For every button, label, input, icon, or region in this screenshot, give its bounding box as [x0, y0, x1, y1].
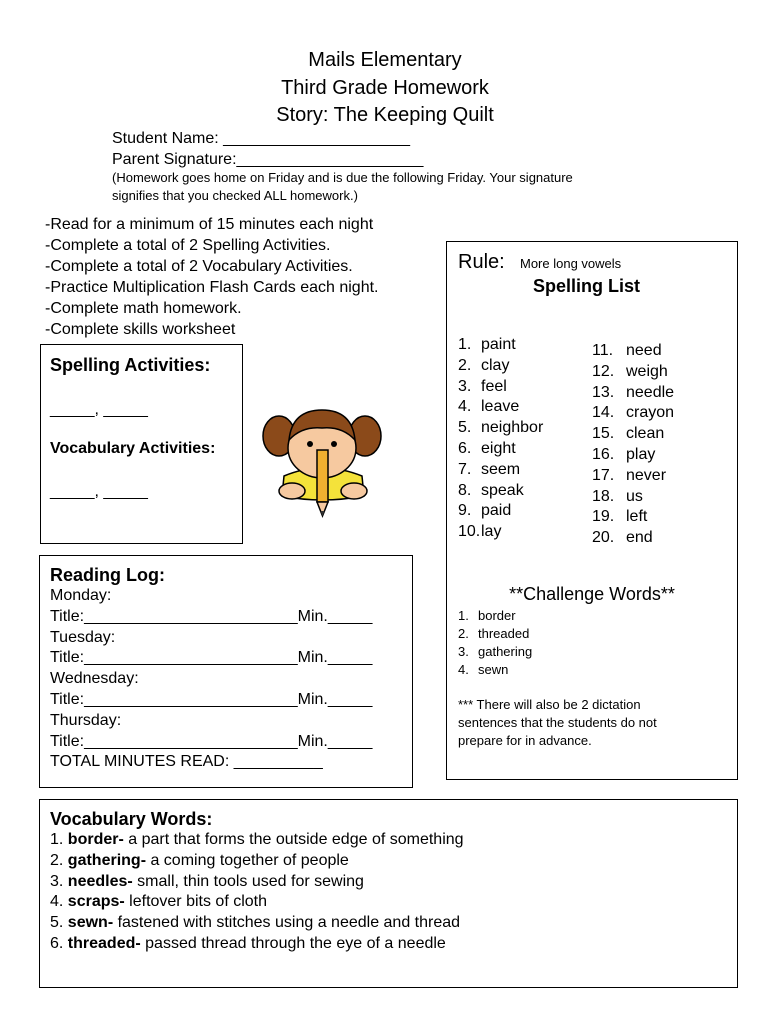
vocabulary-activities-heading: Vocabulary Activities:: [50, 440, 216, 457]
log-title-field[interactable]: Title:________________________Min._____: [50, 649, 373, 667]
log-title-field[interactable]: Title:________________________Min._____: [50, 732, 373, 750]
spelling-word: 5. neighbor: [458, 419, 544, 437]
vocabulary-list: [50, 830, 464, 955]
spelling-word: 2. clay: [458, 356, 510, 374]
log-title-field[interactable]: Title:________________________Min._____: [50, 690, 373, 708]
activities-box: [40, 344, 243, 544]
dictation-note-line2: sentences that the students do not: [458, 715, 657, 730]
spelling-word: 14. crayon: [592, 404, 675, 422]
task-item: -Complete a total of 2 Spelling Activities.: [45, 237, 331, 254]
vocabulary-item: 4. scraps- leftover bits of cloth: [50, 893, 268, 911]
task-item: -Complete math homework.: [45, 300, 242, 317]
spelling-word: 16. play: [592, 445, 656, 463]
challenge-word: 3. gathering: [458, 644, 533, 659]
vocabulary-words-box: [39, 799, 738, 988]
spelling-word: 7. seem: [458, 460, 521, 478]
challenge-words-title: **Challenge Words**: [509, 584, 675, 604]
spelling-activities-blank[interactable]: _____, _____: [50, 401, 148, 418]
vocabulary-item: 6. threaded- passed thread through the eye of a needle: [50, 934, 446, 952]
vocabulary-item: 1. border- a part that forms the outside edge of something: [50, 831, 464, 848]
vocabulary-item: 5. sewn- fastened with stitches using a needle and thread: [50, 914, 461, 932]
spelling-word: 12. weigh: [592, 362, 668, 380]
challenge-word: 1. border: [458, 608, 516, 623]
reading-log-lines: [50, 586, 372, 773]
task-item: -Complete skills worksheet: [45, 321, 236, 338]
spelling-list-box: [446, 241, 738, 780]
dictation-note-line1: *** There will also be 2 dictation: [458, 697, 641, 712]
spelling-word: 1. paint: [458, 336, 516, 353]
homework-note-line2: signifies that you checked ALL homework.): [112, 188, 358, 203]
log-day-label: Wednesday:: [50, 670, 139, 688]
spelling-word: 20. end: [592, 529, 653, 547]
log-day-label: Monday:: [50, 587, 112, 604]
vocabulary-item: 3. needles- small, thin tools used for sewing: [50, 872, 364, 890]
challenge-word: 4. sewn: [458, 662, 509, 677]
rule-label: Rule:: [458, 251, 505, 273]
spelling-column-2: [592, 341, 674, 549]
log-title-field[interactable]: Title:________________________Min._____: [50, 607, 373, 625]
spelling-word: 6. eight: [458, 439, 516, 457]
spelling-word: 17. never: [592, 466, 667, 484]
spelling-word: 4. leave: [458, 398, 520, 416]
spelling-word: 10.lay: [458, 523, 502, 541]
vocabulary-activities-blank[interactable]: _____, _____: [50, 483, 148, 500]
homework-note-line1: (Homework goes home on Friday and is due the following Friday. Your signature: [112, 170, 573, 185]
vocabulary-words-heading: Vocabulary Words:: [50, 809, 213, 829]
spelling-word: 11. need: [592, 342, 662, 359]
task-item: -Read for a minimum of 15 minutes each night: [45, 216, 374, 233]
spelling-column-1: [458, 335, 543, 543]
spelling-activities-heading: Spelling Activities:: [50, 355, 211, 375]
parent-signature-field[interactable]: Parent Signature:_____________________: [112, 151, 424, 168]
spelling-word: 9. paid: [458, 502, 512, 520]
vocabulary-item: 2. gathering- a coming together of people: [50, 851, 349, 869]
student-name-field[interactable]: Student Name: _____________________: [112, 130, 411, 147]
spelling-word: 19. left: [592, 508, 648, 526]
spelling-word: 13. needle: [592, 383, 675, 401]
story-title: Story: The Keeping Quilt: [276, 104, 494, 126]
total-minutes-field[interactable]: TOTAL MINUTES READ: __________: [50, 753, 323, 771]
log-day-label: Thursday:: [50, 711, 122, 729]
spelling-list-title: Spelling List: [533, 276, 641, 296]
spelling-word: 3. feel: [458, 377, 507, 395]
reading-log-heading: Reading Log:: [50, 565, 165, 585]
spelling-word: 8. speak: [458, 481, 524, 499]
task-item: -Complete a total of 2 Vocabulary Activities.: [45, 258, 353, 275]
girl-with-pencil-illustration: [262, 398, 382, 523]
task-item: -Practice Multiplication Flash Cards each night.: [45, 279, 379, 296]
spelling-word: 18. us: [592, 487, 643, 505]
challenge-word: 2. threaded: [458, 626, 530, 641]
reading-log-box: [39, 555, 413, 788]
rule-text: More long vowels: [520, 256, 622, 271]
spelling-word: 15. clean: [592, 425, 665, 443]
dictation-note-line3: prepare for in advance.: [458, 733, 592, 748]
school-name: Mails Elementary: [308, 49, 462, 71]
grade-title: Third Grade Homework: [281, 77, 489, 99]
log-day-label: Tuesday:: [50, 628, 116, 646]
challenge-words-list: [458, 607, 532, 679]
